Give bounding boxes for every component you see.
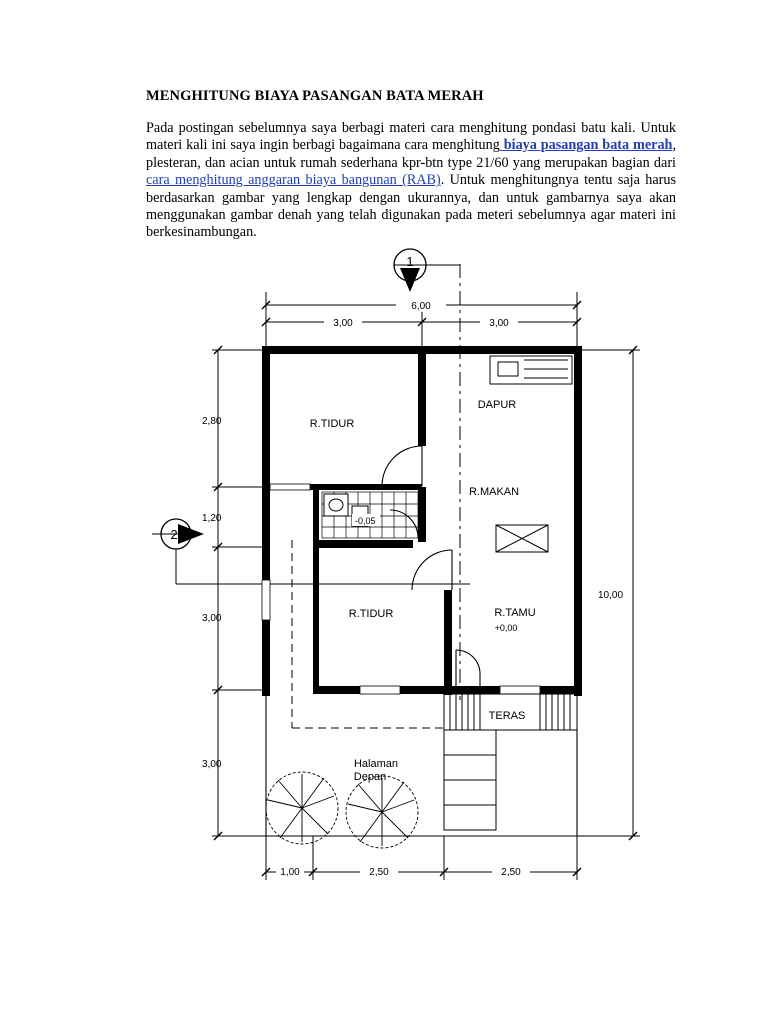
dimension-left-width: 3,00 — [333, 318, 353, 329]
intro-text-2: , plesteran, dan acian untuk rumah sederhana kpr-btn type 21/60 yang merupakan bagian dari — [146, 137, 676, 171]
room-label-bedroom-top: R.TIDUR — [309, 418, 355, 430]
room-label-kitchen: DAPUR — [477, 399, 517, 411]
section-marker-1 — [394, 249, 426, 292]
intro-paragraph — [146, 120, 676, 242]
room-label-yard-1: Halaman — [353, 758, 399, 770]
room-label-yard-2: Depan — [353, 771, 387, 783]
dimension-bottom-1: 1,00 — [280, 867, 300, 878]
dimension-right-width: 3,00 — [489, 318, 509, 329]
living-level: +0,00 — [494, 623, 518, 633]
intro-text-1: Pada postingan sebelumnya saya berbagi materi cara menghitung pondasi batu kali. Untuk materi kali ini saya ingin berbagi bagaimana cara menghitung — [146, 120, 676, 154]
intro-text-3: . Untuk menghitungnya tentu saja harus berdasarkan gambar yang lengkap dengan ukurannya, dan untuk gambarnya saya akan menggunakan gambar denah yang telah digunakan pada meteri sebelumnya agar materi ini berkesinambungan. — [146, 172, 677, 241]
tree-left — [266, 772, 338, 844]
room-label-terrace: TERAS — [488, 710, 526, 722]
link-anggaran-biaya-bangunan[interactable]: cara menghitung anggaran biaya bangunan (RAB) — [146, 172, 441, 189]
section-marker-2 — [152, 519, 204, 549]
floor-plan — [140, 248, 640, 888]
page-title: MENGHITUNG BIAYA PASANGAN BATA MERAH — [146, 88, 484, 104]
dimension-left-4: 3,00 — [202, 759, 222, 770]
dimension-bottom-3: 2,50 — [501, 867, 521, 878]
bathroom-level: -0,05 — [355, 516, 376, 526]
dimension-left-3: 3,00 — [202, 613, 222, 624]
svg-text:2: 2 — [170, 527, 178, 542]
dimension-total-width: 6,00 — [411, 301, 431, 312]
room-label-bedroom-bottom: R.TIDUR — [348, 608, 394, 620]
dimension-bottom-2: 2,50 — [369, 867, 389, 878]
link-biaya-pasangan-bata-merah[interactable]: biaya pasangan bata merah — [499, 137, 673, 154]
dining-table — [496, 525, 548, 552]
stairs — [444, 730, 496, 830]
walls — [262, 346, 582, 696]
svg-text:1: 1 — [406, 254, 414, 269]
room-label-living: R.TAMU — [494, 607, 536, 619]
kitchen-counter — [490, 356, 572, 384]
dimension-left-2: 1,20 — [202, 513, 222, 524]
dimension-right-height: 10,00 — [598, 590, 624, 601]
windows — [262, 484, 540, 694]
tree-right — [346, 776, 418, 848]
room-label-dining: R.MAKAN — [468, 486, 520, 498]
doors — [382, 446, 480, 686]
dimension-left-1: 2,80 — [202, 416, 222, 427]
yard-edge — [266, 690, 577, 836]
